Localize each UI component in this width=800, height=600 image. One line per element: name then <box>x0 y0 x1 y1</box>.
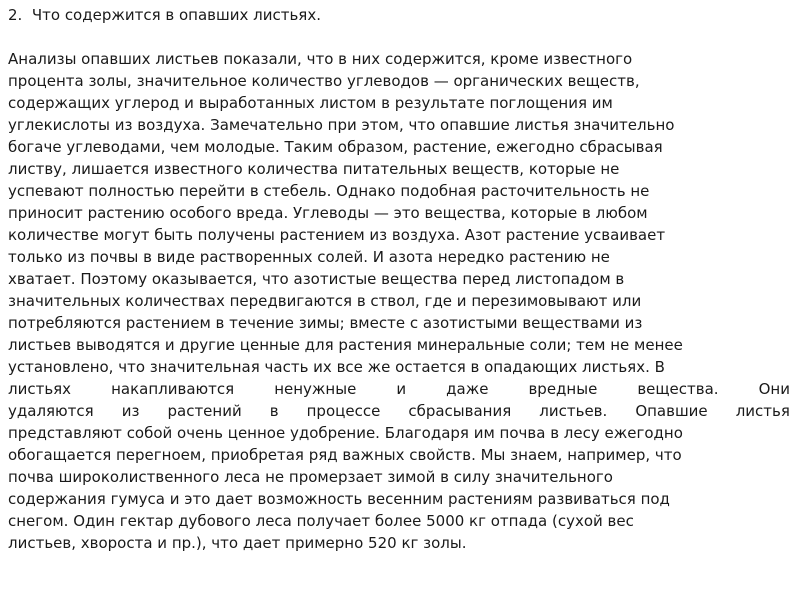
text-line: листьев выводятся и другие ценные для растения минеральные соли; тем не менее <box>8 336 683 354</box>
text-line: почва широколиственного леса не промерзает зимой в силу значительного <box>8 468 613 486</box>
text-line: содержания гумуса и это дает возможность весенним растениям развиваться под <box>8 490 670 508</box>
word: Они <box>758 380 790 398</box>
text-line: обогащается перегноем, приобретая ряд важных свойств. Мы знаем, например, что <box>8 446 682 464</box>
text-line: представляют собой очень ценное удобрение. Благодаря им почва в лесу ежегодно <box>8 424 683 442</box>
word: накапливаются <box>111 380 235 398</box>
text-line: значительных количествах передвигаются в ствол, где и перезимовывают или <box>8 292 642 310</box>
word: сбрасывания <box>408 402 512 420</box>
word: в <box>269 402 279 420</box>
word: листьях <box>8 380 72 398</box>
text-line: количестве могут быть получены растением из воздуха. Азот растение усваивает <box>8 226 666 244</box>
word: и <box>396 380 407 398</box>
word: листья <box>735 402 790 420</box>
text-line: листьев, хвороста и пр.), что дает примерно 520 кг золы. <box>8 534 467 552</box>
text-line <box>8 378 790 400</box>
word: удаляются <box>8 402 94 420</box>
text-line: Анализы опавших листьев показали, что в них содержится, кроме известного <box>8 50 633 68</box>
text-line: только из почвы в виде растворенных солей. И азота нередко растению не <box>8 248 610 266</box>
text-line: приносит растению особого вреда. Углеводы — это вещества, которые в любом <box>8 204 648 222</box>
section-heading: 2. Что содержится в опавших листьях. <box>8 6 321 24</box>
text-line: потребляются растением в течение зимы; вместе с азотистыми веществами из <box>8 314 643 332</box>
body-paragraph <box>8 48 790 554</box>
word: ненужные <box>274 380 357 398</box>
word: листьев. <box>539 402 608 420</box>
word: Опавшие <box>635 402 708 420</box>
word: растений <box>167 402 242 420</box>
word: процессе <box>306 402 381 420</box>
text-line: содержащих углерод и выработанных листом в результате поглощения им <box>8 94 613 112</box>
text-line: хватает. Поэтому оказывается, что азотистые вещества перед листопадом в <box>8 270 625 288</box>
text-line: углекислоты из воздуха. Замечательно при этом, что опавшие листья значительно <box>8 116 675 134</box>
text-line: листву, лишается известного количества питательных веществ, которые не <box>8 160 620 178</box>
text-line: успевают полностью перейти в стебель. Однако подобная расточительность не <box>8 182 650 200</box>
word: вредные <box>528 380 598 398</box>
word: вещества. <box>637 380 719 398</box>
text-line: богаче углеводами, чем молодые. Таким образом, растение, ежегодно сбрасывая <box>8 138 663 156</box>
text-line: установлено, что значительная часть их все же остается в опадающих листьях. В <box>8 358 665 376</box>
word: даже <box>446 380 489 398</box>
word: из <box>121 402 140 420</box>
text-line <box>8 400 790 422</box>
text-line: снегом. Один гектар дубового леса получает более 5000 кг отпада (сухой вес <box>8 512 634 530</box>
text-line: процента золы, значительное количество углеводов — органических веществ, <box>8 72 640 90</box>
